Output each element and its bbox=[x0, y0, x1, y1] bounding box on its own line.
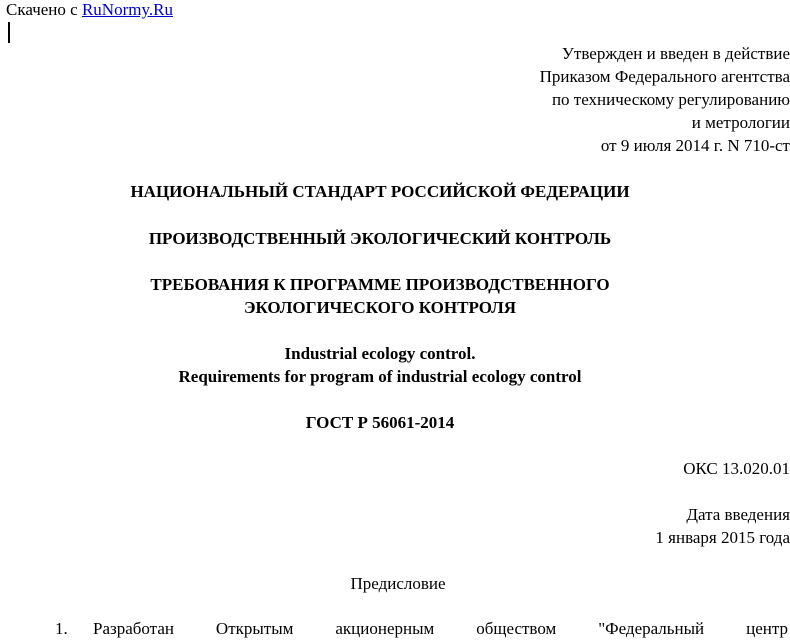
preface-item-number: 1. bbox=[55, 619, 68, 638]
national-standard-title: НАЦИОНАЛЬНЫЙ СТАНДАРТ РОССИЙСКОЙ ФЕДЕРАЦИИ bbox=[130, 182, 630, 201]
requirements-title-line-1: ТРЕБОВАНИЯ К ПРОГРАММЕ ПРОИЗВОДСТВЕННОГО bbox=[150, 275, 610, 294]
oks-code: ОКС 13.020.01 bbox=[683, 459, 790, 478]
requirements-title-line-2: ЭКОЛОГИЧЕСКОГО КОНТРОЛЯ bbox=[243, 298, 517, 317]
approval-line-2: Приказом Федерального агентства bbox=[539, 67, 790, 86]
approval-line-3: по техническому регулированию bbox=[551, 90, 790, 109]
english-title-line-2: Requirements for program of industrial ecology control bbox=[178, 367, 582, 386]
preface-item-text: Разработан Открытым акционерным обществом "Федеральный центр bbox=[93, 619, 788, 638]
text-cursor bbox=[8, 22, 10, 43]
download-source-line bbox=[6, 0, 173, 21]
approval-line-1: Утвержден и введен в действие bbox=[561, 44, 790, 63]
download-prefix: Скачено с bbox=[6, 0, 78, 19]
gost-number: ГОСТ Р 56061-2014 bbox=[305, 413, 455, 432]
intro-date-label: Дата введения bbox=[686, 505, 790, 524]
approval-line-4: и метрологии bbox=[691, 113, 790, 132]
intro-date-value: 1 января 2015 года bbox=[655, 528, 790, 547]
preface-heading: Предисловие bbox=[350, 574, 446, 593]
runormy-link[interactable]: RuNormy.Ru bbox=[81, 0, 173, 19]
subject-title: ПРОИЗВОДСТВЕННЫЙ ЭКОЛОГИЧЕСКИЙ КОНТРОЛЬ bbox=[148, 229, 612, 248]
approval-line-5: от 9 июля 2014 г. N 710-ст bbox=[600, 136, 790, 155]
english-title-line-1: Industrial ecology control. bbox=[284, 344, 476, 363]
